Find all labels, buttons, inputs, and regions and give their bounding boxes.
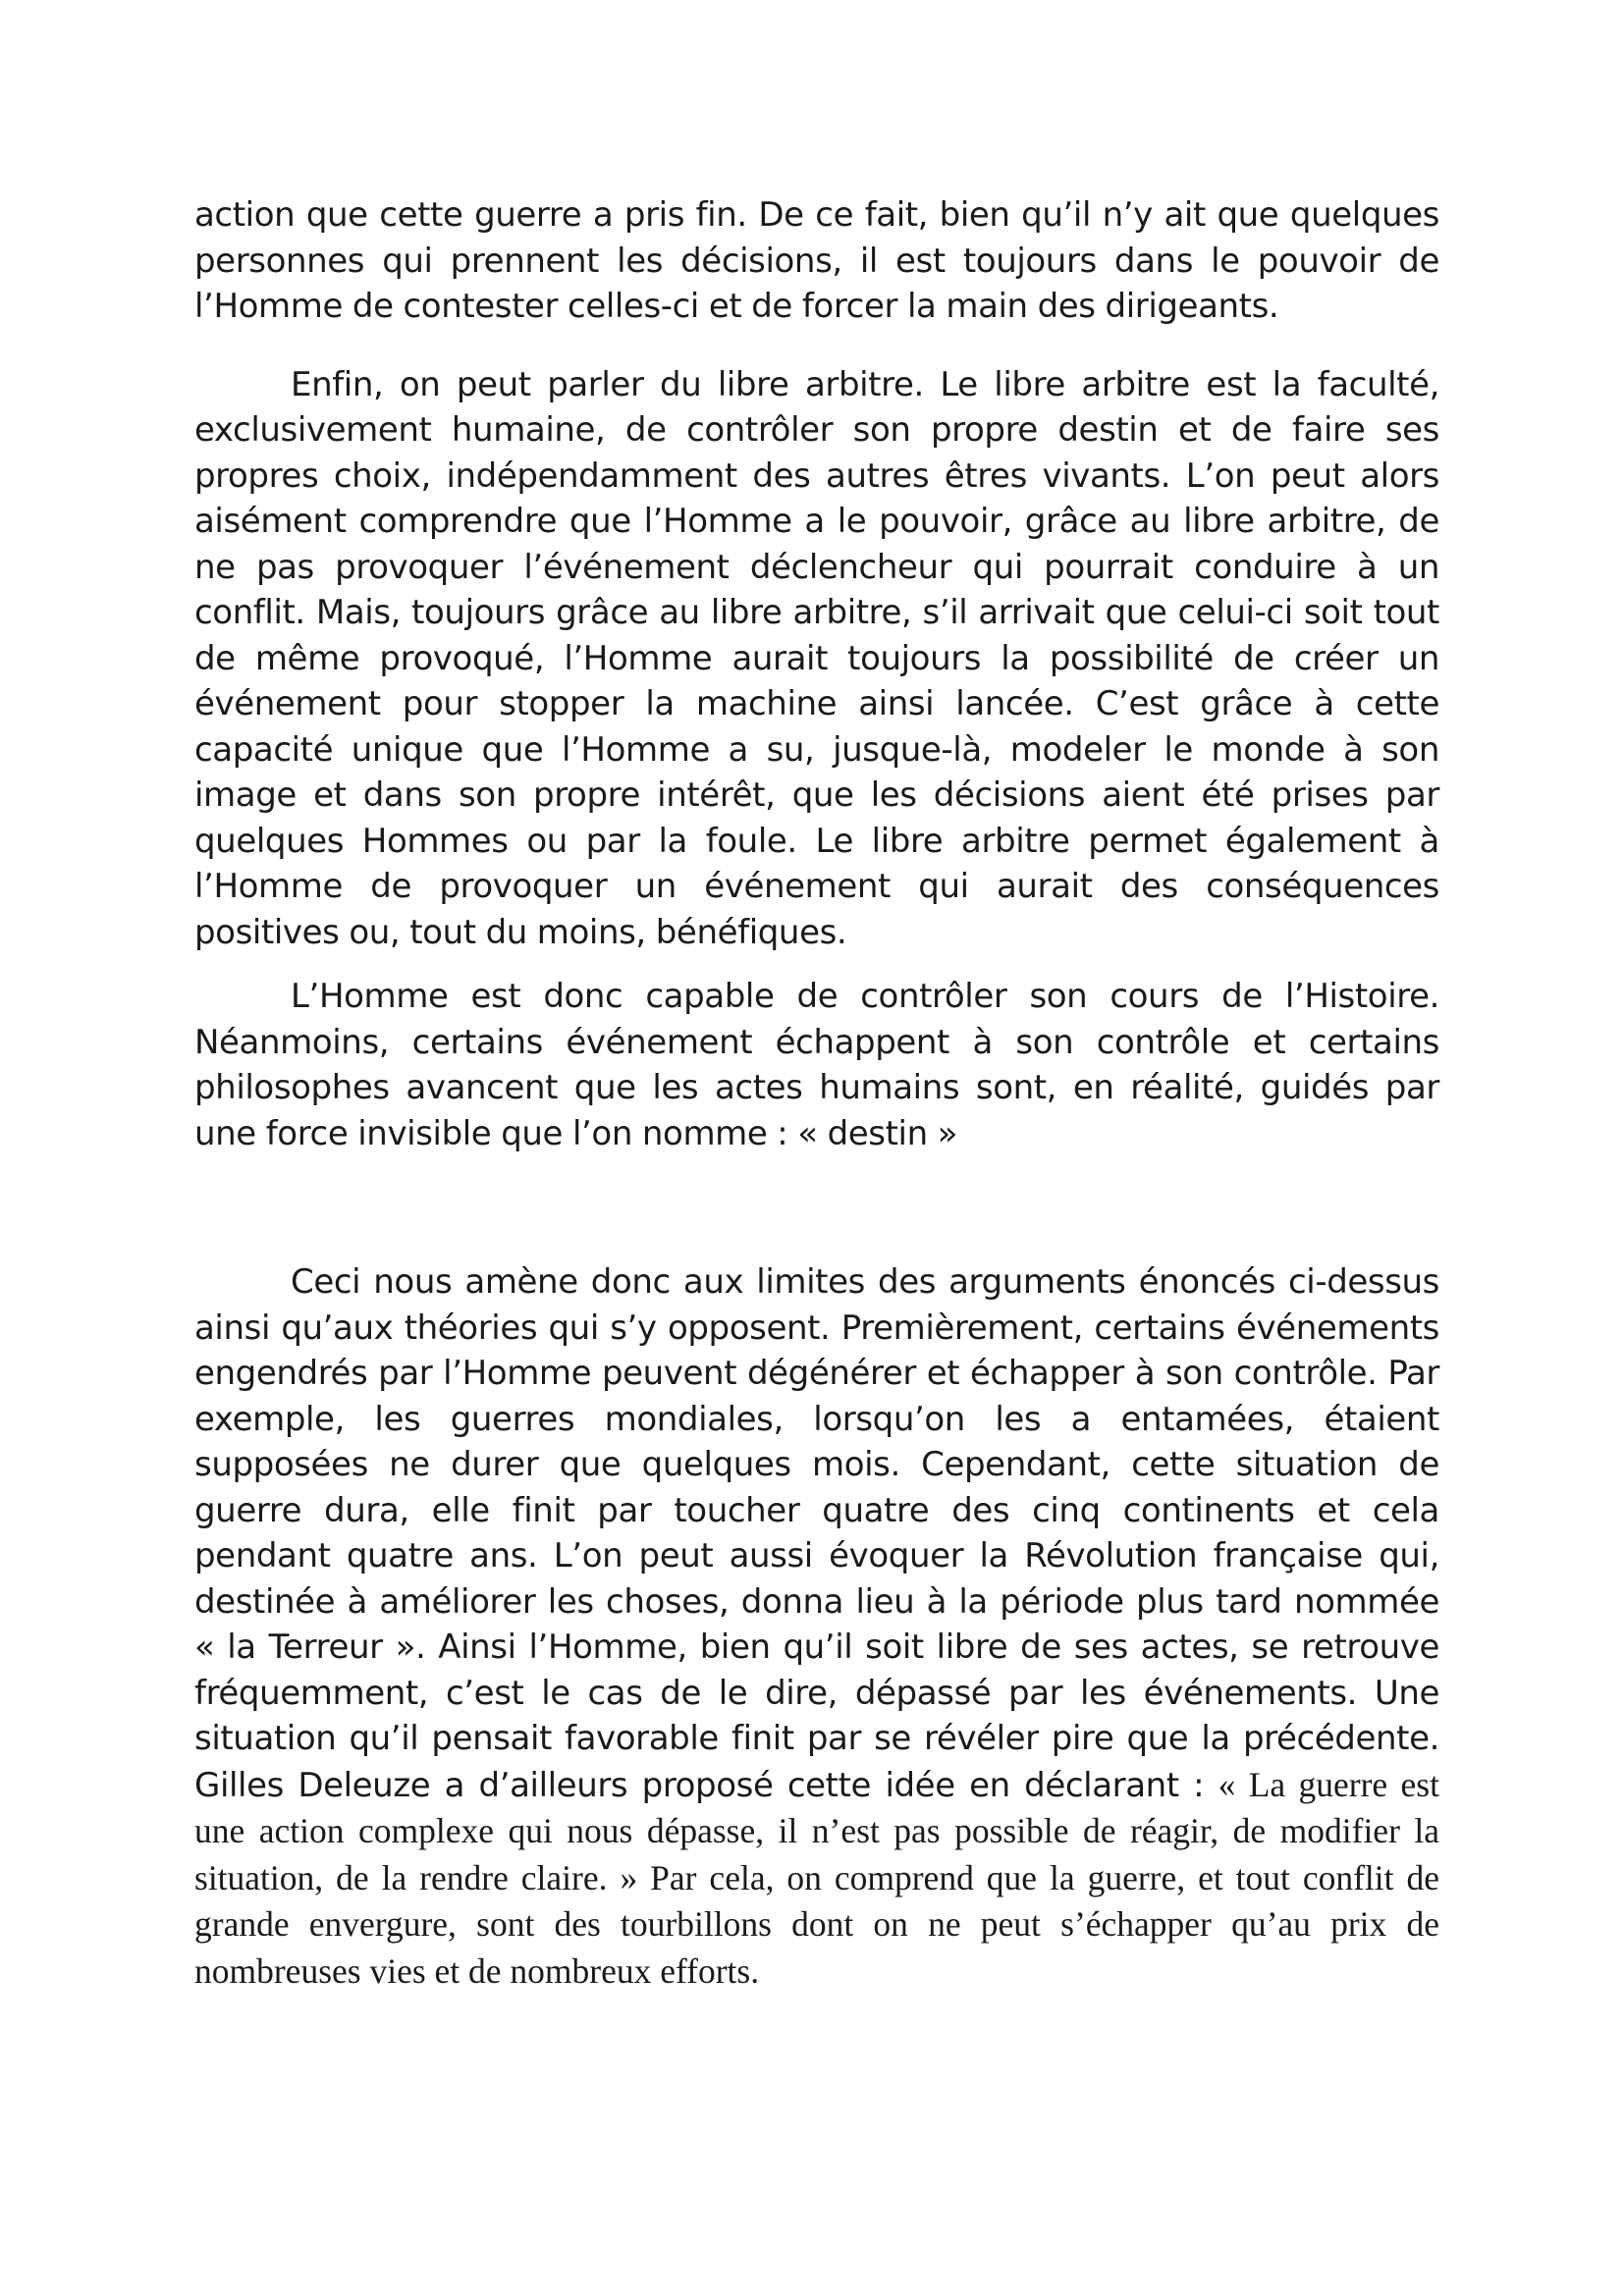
document-page: [194, 192, 1439, 1995]
paragraph-1: action que cette guerre a pris fin. De ce fait, bien qu’il n’y ait que quelques personnes qui prennent les décisions, il est toujours dans le pouvoir de l’Homme de contester celles-ci et de forcer la main des dirigeants.: [194, 195, 1439, 326]
paragraph-3: L’Homme est donc capable de contrôler son cours de l’Histoire. Néanmoins, certains événement échappent à son contrôle et certains philosophes avancent que les actes humains sont, en réalité, guidés par une force invisible que l’on nomme : « destin »: [194, 977, 1439, 1153]
paragraph-4: [194, 1259, 1439, 1995]
paragraph-2: Enfin, on peut parler du libre arbitre. Le libre arbitre est la faculté, exclusivement humaine, de contrôler son propre destin et de faire ses propres choix, indépendamment des autres êtres vivants. L’on peut alors aisément comprendre que l’Homme a le pouvoir, grâce au libre arbitre, de ne pas provoquer l’événement déclencheur qui pourrait conduire à un conflit. Mais, toujours grâce au libre arbitre, s’il arrivait que celui-ci soit tout de même provoqué, l’Homme aurait toujours la possibilité de créer un événement pour stopper la machine ainsi lancée. C’est grâce à cette capacité unique que l’Homme a su, jusque-là, modeler le monde à son image et dans son propre intérêt, que les décisions aient été prises par quelques Hommes ou par la foule. Le libre arbitre permet également à l’Homme de provoquer un événement qui aurait des conséquences positives ou, tout du moins, bénéfiques.: [194, 364, 1439, 952]
paragraph-4-main-text: Ceci nous amène donc aux limites des arguments énoncés ci-dessus ainsi qu’aux théories qui s’y opposent. Premièrement, certains événements engendrés par l’Homme peuvent dégénérer et échapper à son contrôle. Par exemple, les guerres mondiales, lorsqu’on les a entamées, étaient supposées ne durer que quelques mois. Cependant, cette situation de guerre dura, elle finit par toucher quatre des cinq continents et cela pendant quatre ans. L’on peut aussi évoquer la Révolution française qui, destinée à améliorer les choses, donna lieu à la période plus tard nommée « la Terreur ». Ainsi l’Homme, bien qu’il soit libre de ses actes, se retrouve fréquemment, c’est le cas de le dire, dépassé par les événements. Une situation qu’il pensait favorable finit par se révéler pire que la précédente. Gilles Deleuze a d’ailleurs proposé cette idée en déclarant :: [194, 1262, 1439, 1805]
paragraph-4-deleuze-quote: « La guerre est une action complexe qui nous dépasse, il n’est pas possible de réagir, de modifier la situation, de la rendre claire. » Par cela, on comprend que la guerre, et tout conflit de grande envergure, sont des tourbillons dont on ne peut s’échapper qu’au prix de nombreuses vies et de nombreux efforts.: [194, 1764, 1439, 1991]
